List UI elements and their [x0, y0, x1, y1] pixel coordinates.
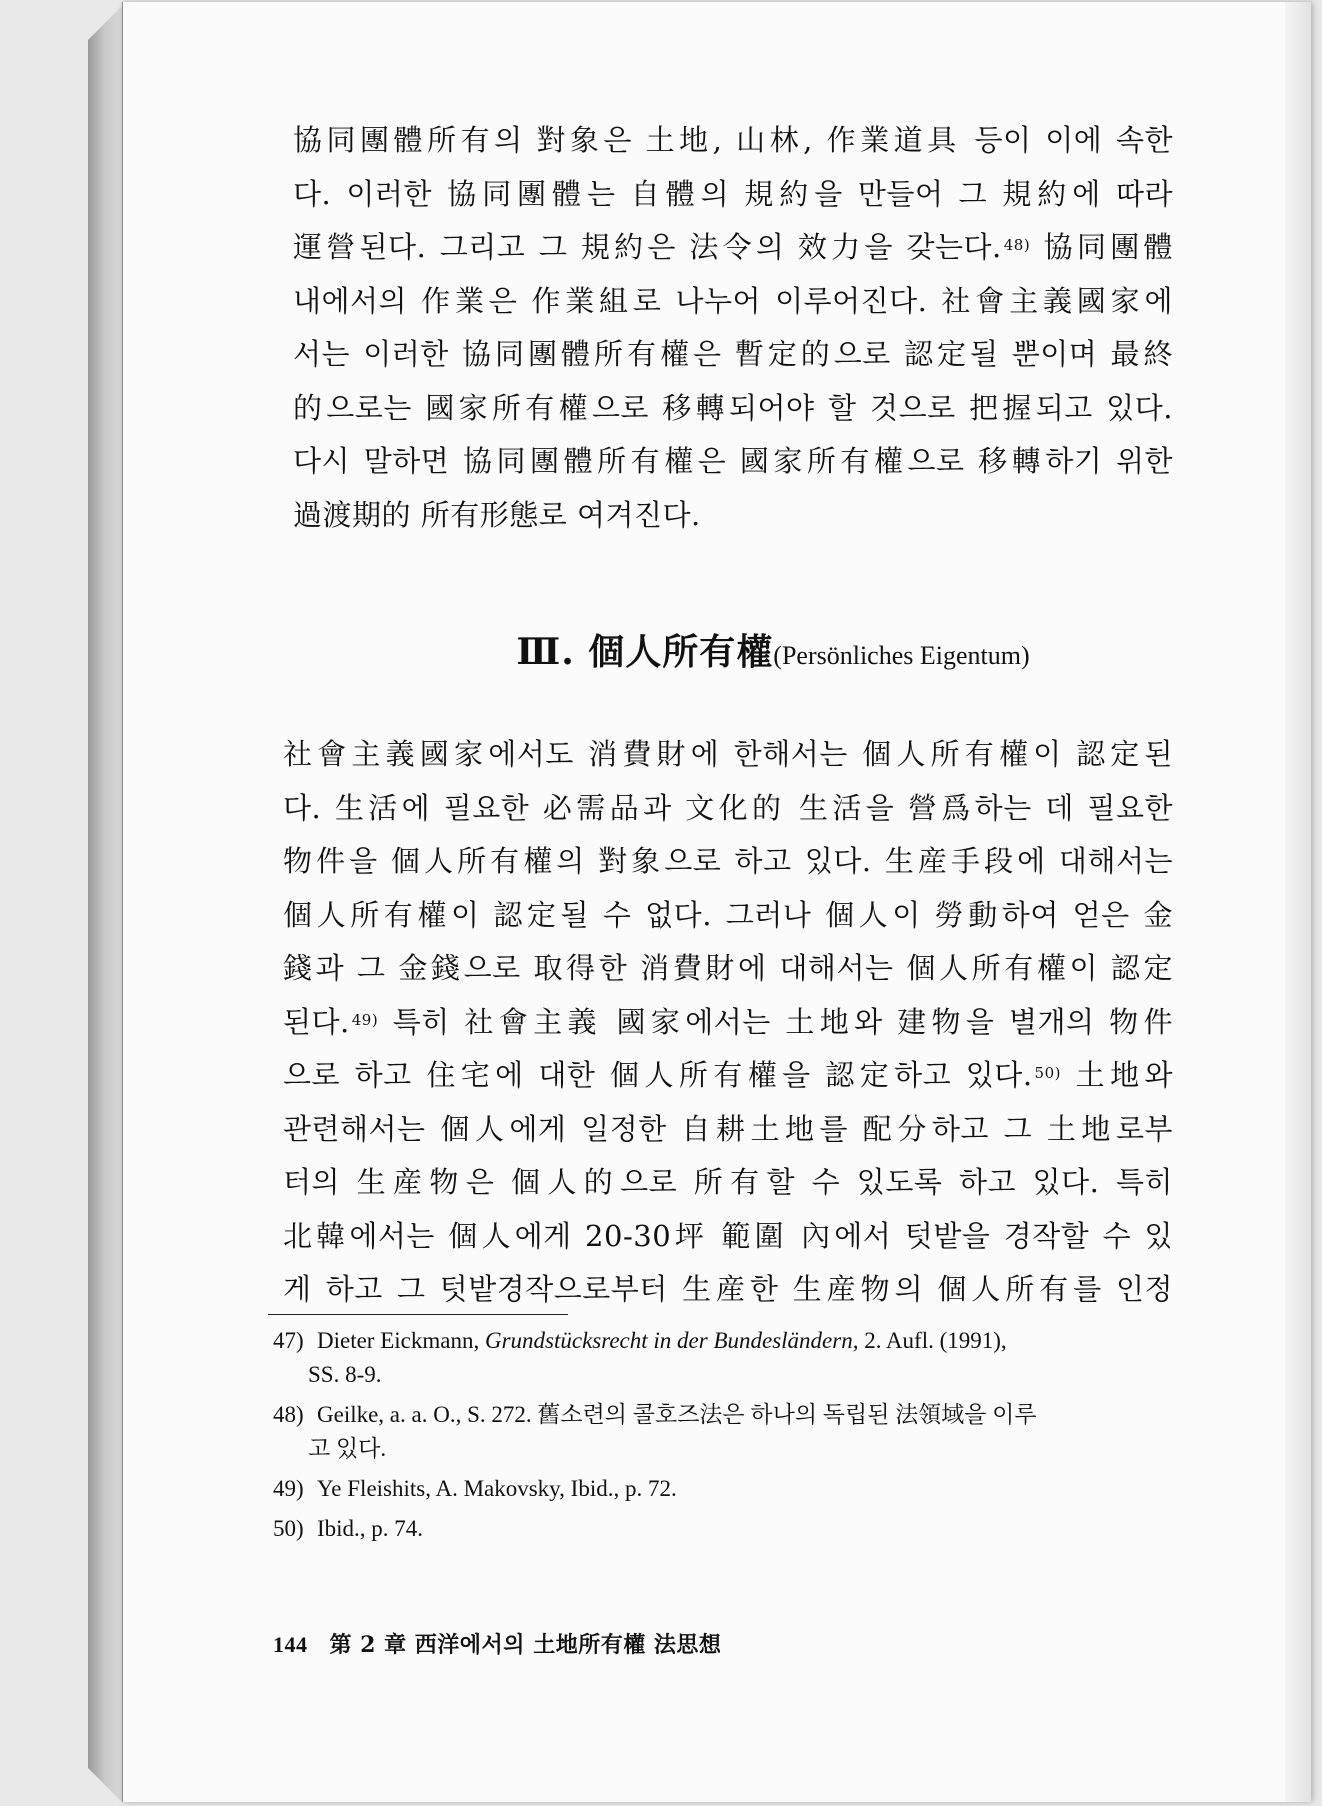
- footnote-divider: [268, 1314, 568, 1315]
- chapter-title: 第 2 章 西洋에서의 土地所有權 法思想: [329, 1632, 722, 1658]
- text-line: 過渡期的 所有形態로 여겨진다.: [293, 497, 701, 532]
- text-line: 物件을 個人所有權의 對象으로 하고 있다. 生産手段에 대해서는: [283, 844, 1173, 878]
- text-line: 관련해서는 個人에게 일정한 自耕土地를 配分하고 그 土地로부: [283, 1111, 1173, 1146]
- text-line: 協同團體所有의 對象은 土地, 山林, 作業道具 등이 이에 속한: [293, 123, 1173, 157]
- text-line: [283, 1049, 1173, 1103]
- text-line: 다. 生活에 필요한 必需品과 文化的 生活을 營爲하는 데 필요한: [283, 790, 1173, 825]
- footnote-number: 47): [273, 1328, 304, 1353]
- footnote-49: [273, 1472, 1158, 1506]
- text-line: [283, 996, 1173, 1050]
- section-title: 個人所有權: [588, 631, 774, 673]
- footnote-text: Dieter Eickmann,: [317, 1328, 485, 1353]
- running-footer: [273, 1628, 721, 1659]
- footnote-ref-49[interactable]: 49): [351, 1010, 379, 1029]
- text-line: 社會主義國家에서도 消費財에 한해서는 個人所有權이 認定된: [283, 737, 1173, 771]
- paragraph-1: [293, 114, 1173, 542]
- text-run: 으로 하고 住宅에 대한 個人所有權을 認定하고 있다.: [283, 1058, 1033, 1092]
- text-line: 北韓에서는 個人에게 20-30坪 範圍 內에서 텃밭을 경작할 수 있: [283, 1218, 1173, 1253]
- text-line: 터의 生産物은 個人的으로 所有할 수 있도록 하고 있다. 특히: [283, 1165, 1173, 1199]
- book-page: [122, 2, 1311, 1802]
- footnote-continuation: SS. 8-9.: [308, 1362, 382, 1387]
- text-line: 게 하고 그 텃밭경작으로부터 生産한 生産物의 個人所有를 인정: [283, 1272, 1173, 1306]
- footnote-title: Grundstücksrecht in der Bundesländern,: [484, 1328, 859, 1353]
- page-number: 144: [273, 1632, 308, 1657]
- footnote-number: 48): [273, 1402, 304, 1427]
- text-line: [293, 221, 1173, 275]
- footnote-text: Ye Fleishits, A. Makovsky, Ibid., p. 72.: [317, 1476, 677, 1501]
- section-numeral: Ⅲ.: [516, 631, 575, 673]
- text-run: 土地와: [1061, 1058, 1174, 1092]
- section-heading: [273, 624, 1273, 675]
- text-line: 다. 이러한 協同團體는 自體의 規約을 만들어 그 規約에 따라: [293, 176, 1173, 211]
- text-line: 다시 말하면 協同團體所有權은 國家所有權으로 移轉하기 위한: [293, 444, 1173, 478]
- footnote-ref-48[interactable]: 48): [1003, 236, 1031, 254]
- footnote-number: 50): [273, 1516, 304, 1541]
- footnote-text: Geilke, a. a. O., S. 272. 舊소련의 콜호즈法은 하나의 독립된 法領域을 이루: [317, 1402, 1037, 1427]
- footnote-continuation: 고 있다.: [308, 1436, 387, 1461]
- footnote-number: 49): [273, 1476, 304, 1501]
- text-run: 運營된다. 그리고 그 規約은 法令의 效力을 갖는다.: [293, 230, 1002, 264]
- footnote-50: [273, 1512, 1158, 1546]
- section-title-latin: (Persönliches Eigentum): [773, 641, 1030, 670]
- footnote-48: [273, 1398, 1158, 1466]
- text-line: 的으로는 國家所有權으로 移轉되어야 할 것으로 把握되고 있다.: [293, 390, 1173, 425]
- footnote-text: Ibid., p. 74.: [317, 1516, 424, 1541]
- text-run: 특히 社會主義 國家에서는 土地와 建物을 별개의 物件: [378, 1004, 1173, 1039]
- book-spine: [88, 4, 124, 1804]
- text-line: 錢과 그 金錢으로 取得한 消費財에 대해서는 個人所有權이 認定: [283, 951, 1173, 985]
- footnote-ref-50[interactable]: 50): [1034, 1064, 1061, 1082]
- text-run: 協同團體: [1030, 230, 1173, 264]
- text-run: 된다.: [283, 1004, 350, 1039]
- footnote-text: 2. Aufl. (1991),: [858, 1328, 1007, 1353]
- paragraph-2: [283, 728, 1173, 1317]
- text-line: 서는 이러한 協同團體所有權은 暫定的으로 認定될 뿐이며 最終: [293, 337, 1173, 371]
- page-edge: [1285, 2, 1311, 1802]
- footnote-47: [273, 1324, 1158, 1392]
- text-line: 個人所有權이 認定될 수 없다. 그러나 個人이 勞動하여 얻은 金: [283, 897, 1173, 932]
- footnotes: [273, 1324, 1158, 1552]
- text-line: 내에서의 作業은 作業組로 나누어 이루어진다. 社會主義國家에: [293, 283, 1173, 318]
